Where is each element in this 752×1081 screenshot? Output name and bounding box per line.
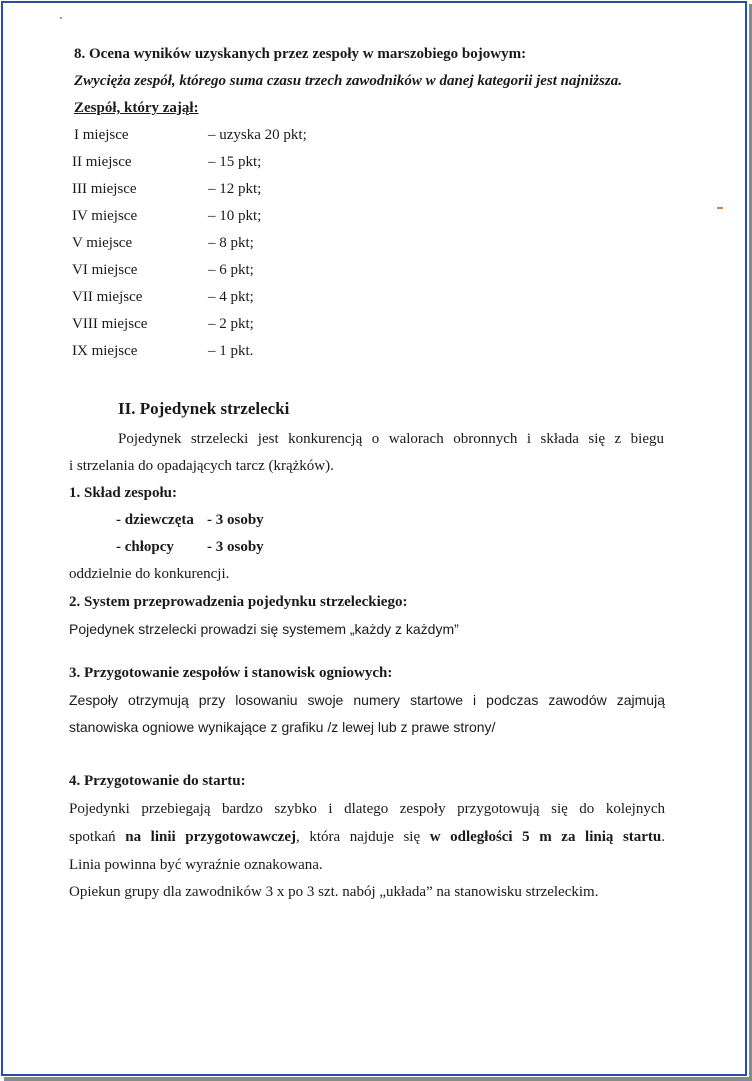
start-line2-a: spotkań xyxy=(69,829,116,845)
place-points: – 15 pkt; xyxy=(208,154,262,170)
place-points: – 6 pkt; xyxy=(208,262,254,278)
prep-line2: stanowiska ogniowe wynikające z grafiku /z lewej lub z prawe strony/ xyxy=(69,719,496,735)
section8-heading: 8. Ocena wyników uzyskanych przez zespoły w marszobiego bojowym: xyxy=(74,46,527,62)
team-group: - dziewczęta xyxy=(116,512,194,528)
place-points: – uzyska 20 pkt; xyxy=(208,127,307,143)
place-points: – 1 pkt. xyxy=(208,343,254,359)
start-line2-e: . xyxy=(661,829,666,845)
start-line2 xyxy=(69,828,665,846)
place-label: I miejsce xyxy=(74,127,129,143)
place-label: VII miejsce xyxy=(72,289,143,305)
place-label: IX miejsce xyxy=(72,343,138,359)
scan-speck xyxy=(60,17,62,19)
place-label: IV miejsce xyxy=(72,208,138,224)
section2-intro-line2: i strzelania do opadających tarcz (krążków). xyxy=(69,458,334,474)
place-label: III miejsce xyxy=(72,181,137,197)
start-line3: Linia powinna być wyraźnie oznakowana. xyxy=(69,857,323,873)
start-line4: Opiekun grupy dla zawodników 3 x po 3 szt. nabój „układa” na stanowisku strzeleckim. xyxy=(69,884,599,900)
placed-label: Zespół, który zajął: xyxy=(74,100,199,116)
place-points: – 12 pkt; xyxy=(208,181,262,197)
prep-heading: 3. Przygotowanie zespołów i stanowisk ogniowych: xyxy=(69,665,393,681)
place-label: VIII miejsce xyxy=(72,316,148,332)
place-label: VI miejsce xyxy=(72,262,138,278)
start-line2-c: , która najduje się xyxy=(296,829,421,845)
prep-line1: Zespoły otrzymują przy losowaniu swoje numery startowe i podczas zawodów zajmują xyxy=(69,692,665,708)
page-shadow-bottom xyxy=(4,1077,752,1081)
place-points: – 10 pkt; xyxy=(208,208,262,224)
team-note: oddzielnie do konkurencji. xyxy=(69,566,230,582)
section2-intro-line1: Pojedynek strzelecki jest konkurencją o walorach obronnych i składa się z biegu xyxy=(118,431,664,447)
start-heading: 4. Przygotowanie do startu: xyxy=(69,773,246,789)
place-label: II miejsce xyxy=(72,154,132,170)
start-line1: Pojedynki przebiegają bardzo szybko i dlatego zespoły przygotowują się do kolejnych xyxy=(69,801,665,817)
team-count: - 3 osoby xyxy=(207,512,264,528)
start-line2-b: na linii przygotowawczej xyxy=(125,829,297,845)
team-heading: 1. Skład zespołu: xyxy=(69,485,177,501)
team-count: - 3 osoby xyxy=(207,539,264,555)
place-points: – 8 pkt; xyxy=(208,235,254,251)
scan-mark xyxy=(717,207,723,209)
place-points: – 2 pkt; xyxy=(208,316,254,332)
place-points: – 4 pkt; xyxy=(208,289,254,305)
place-label: V miejsce xyxy=(72,235,133,251)
team-group: - chłopcy xyxy=(116,539,174,555)
system-heading: 2. System przeprowadzenia pojedynku strzeleckiego: xyxy=(69,594,408,610)
section8-rule: Zwycięża zespół, którego suma czasu trzech zawodników w danej kategorii jest najniższa. xyxy=(74,73,622,89)
system-text: Pojedynek strzelecki prowadzi się systemem „każdy z każdym” xyxy=(69,621,459,637)
section2-title: II. Pojedynek strzelecki xyxy=(118,399,290,418)
start-line2-d: w odległości 5 m za linią startu xyxy=(429,829,662,845)
